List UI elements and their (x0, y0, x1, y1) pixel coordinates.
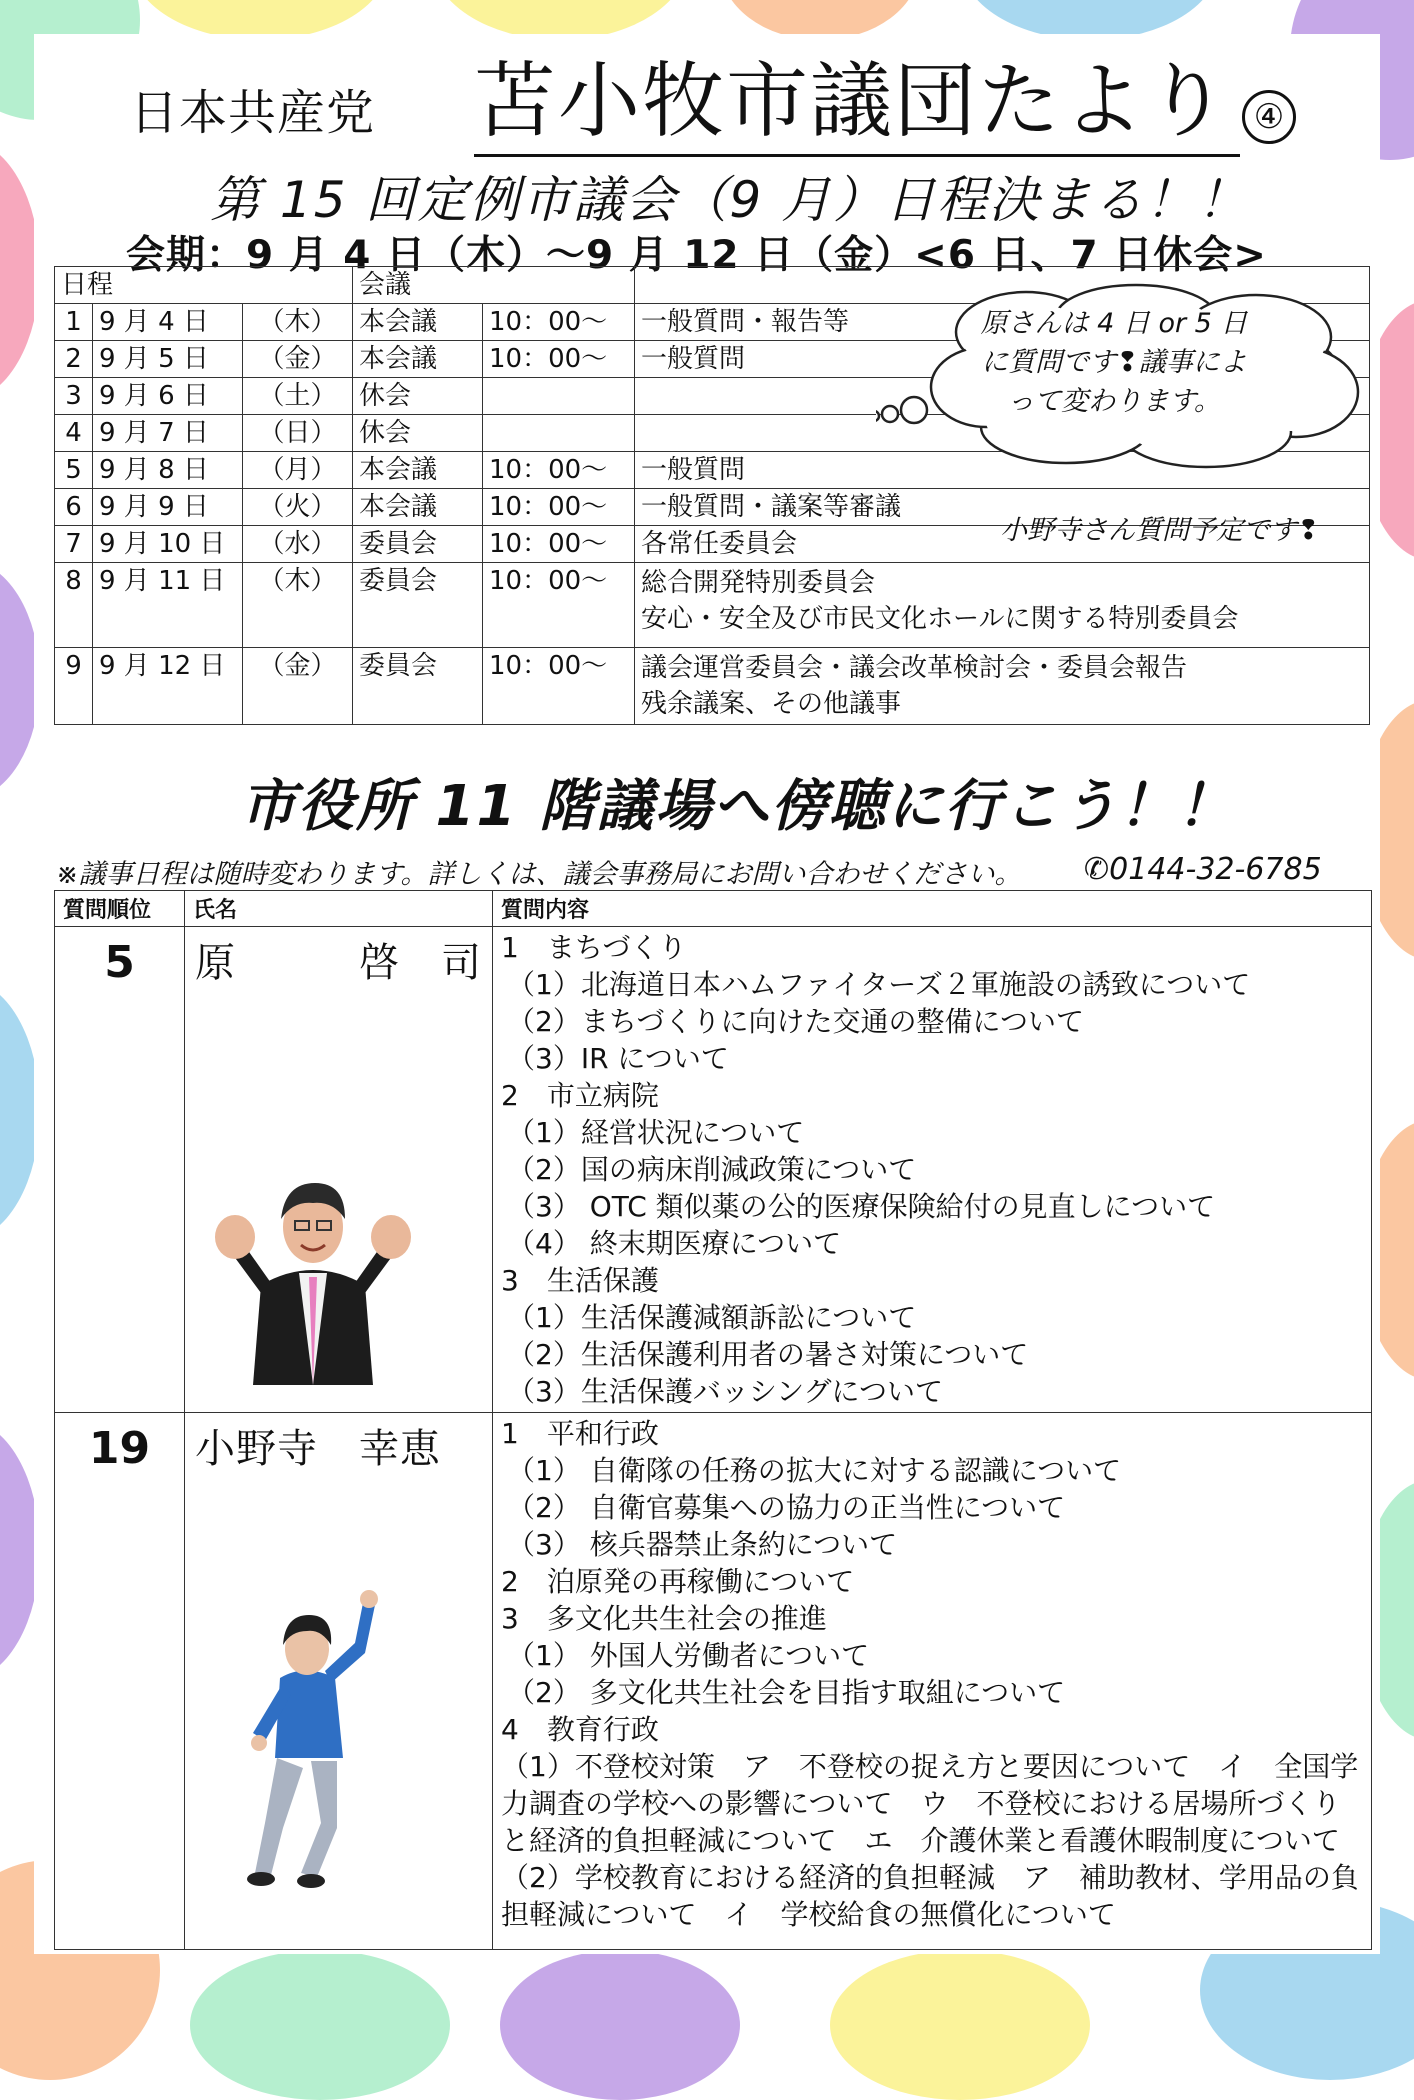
session-headline: 第 15 回定例市議会（9 月）日程決まる！！ (210, 171, 1250, 229)
schedule-date: 9 月 5 日 (93, 341, 243, 378)
schedule-no: 1 (55, 304, 93, 341)
phone-text: 0144-32-6785 (1109, 852, 1322, 887)
member-row (55, 927, 1372, 1413)
schedule-no: 5 (55, 452, 93, 489)
schedule-content-line: 議会運営委員会・議会改革検討会・委員会報告 (641, 653, 1188, 683)
schedule-time: 10：00～ (483, 648, 635, 725)
question-item: （2） 多文化共生社会を目指す取組について (507, 1676, 1066, 1709)
callout-line: 原さんは 4 日 or 5 日 (980, 308, 1248, 339)
schedule-content: 一般質問 (635, 341, 1370, 378)
schedule-time: 10：00～ (483, 341, 635, 378)
question-item: （2）まちづくりに向けた交通の整備について (507, 1005, 1084, 1038)
schedule-date: 9 月 10 日 (93, 526, 243, 563)
schedule-content (635, 563, 1370, 648)
schedule-meeting: 本会議 (353, 341, 483, 378)
question-item: 1 平和行政 (501, 1417, 659, 1450)
question-item: 3 多文化共生社会の推進 (501, 1602, 827, 1635)
schedule-meeting: 休会 (353, 415, 483, 452)
schedule-date: 9 月 11 日 (93, 563, 243, 648)
question-item: （3） OTC 類似薬の公的医療保険給付の見直しについて (507, 1190, 1216, 1223)
question-item: （2）生活保護利用者の暑さ対策について (507, 1338, 1029, 1371)
schedule-no: 7 (55, 526, 93, 563)
question-header-row (55, 891, 1372, 927)
question-rank: 5 (55, 927, 185, 1413)
gallery-slogan: 市役所 11 階議場へ傍聴に行こう！！ (240, 774, 1235, 839)
schedule-no: 6 (55, 489, 93, 526)
schedule-meeting: 本会議 (353, 489, 483, 526)
schedule-time: 10：00～ (483, 489, 635, 526)
member-photo-onodera (225, 1583, 395, 1893)
schedule-no: 4 (55, 415, 93, 452)
header-name: 氏名 (185, 891, 493, 927)
schedule-date: 9 月 7 日 (93, 415, 243, 452)
question-item: （1）生活保護減額訴訟について (507, 1301, 917, 1334)
schedule-day: （日） (243, 415, 353, 452)
schedule-header-date: 日程 (55, 267, 353, 304)
callout-text (944, 304, 1284, 421)
schedule-date: 9 月 4 日 (93, 304, 243, 341)
header-rank: 質問順位 (55, 891, 185, 927)
member-photo-hara (213, 1145, 413, 1385)
schedule-meeting: 休会 (353, 378, 483, 415)
schedule-time (483, 415, 635, 452)
background-dot (190, 1950, 450, 2100)
member-cell (185, 927, 493, 1413)
question-rank: 19 (55, 1413, 185, 1950)
header-content: 質問内容 (493, 891, 1372, 927)
question-item: （2）国の病床削減政策について (507, 1153, 917, 1186)
schedule-content: 各常任委員会 (635, 526, 1370, 563)
schedule-date: 9 月 8 日 (93, 452, 243, 489)
background-dot (830, 1950, 1090, 2100)
callout-line: って変わります。 (1007, 386, 1221, 417)
schedule-date: 9 月 6 日 (93, 378, 243, 415)
question-item: （2） 自衛官募集への協力の正当性について (507, 1491, 1066, 1524)
question-item: 3 生活保護 (501, 1264, 659, 1297)
schedule-meeting: 委員会 (353, 563, 483, 648)
question-item: （1） 自衛隊の任務の拡大に対する認識について (507, 1454, 1122, 1487)
phone-number (1084, 852, 1322, 887)
schedule-no: 8 (55, 563, 93, 648)
callout-line: に質問です❢議事によ (981, 347, 1247, 378)
schedule-time: 10：00～ (483, 526, 635, 563)
schedule-time: 10：00～ (483, 563, 635, 648)
question-item: （4） 終末期医療について (507, 1227, 842, 1260)
schedule-content: 一般質問 (635, 452, 1370, 489)
member-name: 小野寺 幸恵 (195, 1426, 441, 1472)
schedule-content: 一般質問・議案等審議 (635, 489, 1370, 526)
schedule-time: 10：00～ (483, 304, 635, 341)
schedule-row (55, 563, 1370, 648)
schedule-no: 9 (55, 648, 93, 725)
member-row (55, 1413, 1372, 1950)
schedule-notice: ※議事日程は随時変わります。詳しくは、議会事務局にお問い合わせください。 (56, 859, 1022, 890)
session-period: 会期：9 月 4 日（木）～9 月 12 日（金）<6 日、7 日休会> (126, 233, 1267, 278)
schedule-meeting: 本会議 (353, 452, 483, 489)
schedule-day: （月） (243, 452, 353, 489)
schedule-content: 一般質問・報告等 (635, 304, 1370, 341)
flyer-sheet (34, 34, 1380, 1954)
question-item: （3）IR について (507, 1042, 729, 1075)
schedule-time: 10：00～ (483, 452, 635, 489)
member-cell (185, 1413, 493, 1950)
schedule-content-line: 総合開発特別委員会 (641, 568, 876, 598)
phone-icon: ✆ (1084, 852, 1110, 887)
schedule-day: （木） (243, 563, 353, 648)
schedule-header-meeting: 会議 (353, 267, 635, 304)
schedule-content-line: 安心・安全及び市民文化ホールに関する特別委員会 (641, 604, 1239, 634)
schedule-date: 9 月 9 日 (93, 489, 243, 526)
background-dot (500, 1950, 740, 2100)
question-paragraph: （1）不登校対策 ア 不登校の捉え方と要因について イ 全国学力調査の学校への影響について ウ 不登校における居場所づくりと経済的負担軽減について エ 介護休業と看護休暇制度について (501, 1750, 1359, 1857)
question-paragraph: （2）学校教育における経済的負担軽減 ア 補助教材、学用品の負担軽減について イ 学校給食の無償化について (501, 1861, 1359, 1931)
newsletter-title: 苫小牧市議団たより (474, 50, 1240, 157)
schedule-day: （金） (243, 648, 353, 725)
schedule-day: （火） (243, 489, 353, 526)
question-table (54, 890, 1372, 1950)
schedule-day: （水） (243, 526, 353, 563)
question-item: （3） 核兵器禁止条約について (507, 1528, 898, 1561)
schedule-row (55, 648, 1370, 725)
question-item: 4 教育行政 (501, 1713, 659, 1746)
question-item: 2 市立病院 (501, 1079, 659, 1112)
question-item: 2 泊原発の再稼働について (501, 1565, 855, 1598)
schedule-meeting: 本会議 (353, 304, 483, 341)
schedule-day: （土） (243, 378, 353, 415)
schedule-content-line: 残余議案、その他議事 (641, 689, 902, 719)
schedule-content (635, 648, 1370, 725)
schedule-meeting: 委員会 (353, 526, 483, 563)
question-item: （3）生活保護バッシングについて (507, 1375, 943, 1408)
member-name: 原 啓 司 (195, 940, 482, 986)
question-item: 1 まちづくり (501, 931, 687, 964)
schedule-meeting: 委員会 (353, 648, 483, 725)
schedule-no: 3 (55, 378, 93, 415)
question-list (493, 927, 1372, 1413)
party-name: 日本共産党 (130, 85, 376, 141)
question-list (493, 1413, 1372, 1950)
issue-number: ④ (1242, 90, 1296, 144)
onodera-note: 小野寺さん質問予定です❢ (1000, 515, 1320, 546)
question-item: （1） 外国人労働者について (507, 1639, 870, 1672)
schedule-day: （金） (243, 341, 353, 378)
schedule-time (483, 378, 635, 415)
question-item: （1）北海道日本ハムファイターズ２軍施設の誘致について (507, 968, 1251, 1001)
schedule-no: 2 (55, 341, 93, 378)
schedule-day: （木） (243, 304, 353, 341)
schedule-date: 9 月 12 日 (93, 648, 243, 725)
question-item: （1）経営状況について (507, 1116, 805, 1149)
